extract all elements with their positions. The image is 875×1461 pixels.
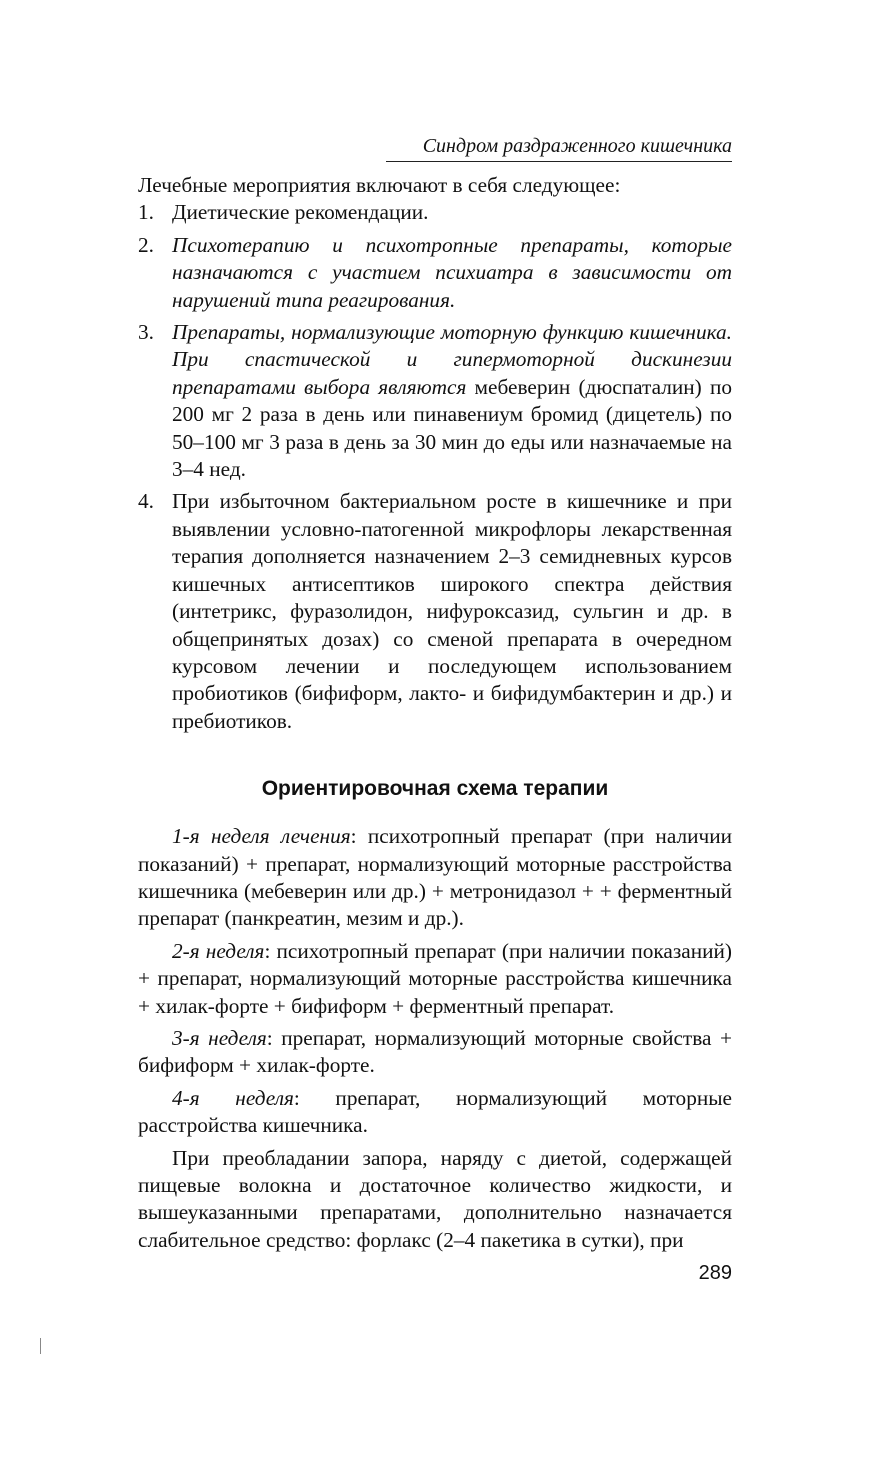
list-item-text: Психотерапию и психотропные препараты, которые назначаются с участием психиатра в зависимости от нарушений типа реагирования. xyxy=(172,232,732,312)
list-item xyxy=(138,319,732,483)
running-head: Синдром раздраженного кишечника xyxy=(386,133,732,162)
week-text: : препарат, нормализующий моторные свойства + бифиформ + хилак-форте. xyxy=(138,1025,732,1078)
list-item xyxy=(138,488,732,735)
section-heading: Ориентировочная схема терапии xyxy=(261,777,609,801)
list-item xyxy=(138,199,732,226)
closing-paragraph: При преобладании запора, наряду с диетой, содержащей пищевые волокна и достаточное количество жидкости, и вышеуказанными препаратами, дополнительно назначается слабительное средство: форлакс (2–4 пакетика в сутки), при xyxy=(138,1145,732,1252)
week-4-paragraph xyxy=(138,1085,732,1140)
page-body xyxy=(138,172,732,1259)
week-text: : психотропный препарат (при наличии показаний) + препарат, нормализующий моторные расстройства кишечника + хилак-форте + бифиформ + ферментный препарат. xyxy=(138,938,732,1018)
treatment-measures-list xyxy=(138,199,732,735)
week-text: : препарат, нормализующий моторные расстройства кишечника. xyxy=(138,1085,732,1138)
list-item-number: 1. xyxy=(138,200,154,225)
week-label: 2-я неделя xyxy=(172,938,265,963)
week-label: 1-я неделя лечения xyxy=(172,824,351,849)
week-3-paragraph xyxy=(138,1025,732,1080)
week-text: : психотропный препарат (при наличии показаний) + препарат, нормализующий моторные расстройства кишечника (мебеверин или др.) + метронидазол + + ферментный препарат (панкреатин, мезим и др.). xyxy=(138,824,732,931)
list-item-text: При избыточном бактериальном росте в кишечнике и при выявлении условно-патогенной микрофлоры лекарственная терапия дополняется назначением 2–3 семидневных курсов кишечных антисептиков широкого спектра действия (интетрикс, фуразолидон, нифуроксазид, сульгин и др. в общепринятых дозах) со сменой препарата в очередном курсовом лечении и последующем использованием пробиотиков (бифиформ, лакто- и бифидумбактерин и др.) и пребиотиков. xyxy=(172,489,732,733)
intro-paragraph: Лечебные мероприятия включают в себя следующее: xyxy=(138,173,621,197)
list-item-number: 3. xyxy=(138,320,154,345)
week-label: 3-я неделя xyxy=(172,1025,267,1050)
week-label: 4-я неделя xyxy=(172,1085,294,1110)
page-number: 289 xyxy=(698,1262,732,1284)
scan-mark xyxy=(40,1338,41,1354)
list-item xyxy=(138,232,732,314)
week-1-paragraph xyxy=(138,823,732,933)
list-item-number: 2. xyxy=(138,232,154,257)
list-item-text: Диетические рекомендации. xyxy=(172,200,429,225)
list-item-text: мебеверин (дюспаталин) по 200 мг 2 раза в день или пинавениум бромид (дицетель) по 50–100 мг 3 раза в день за 30 мин до еды или назначаемые на 3–4 нед. xyxy=(172,374,732,482)
list-item-number: 4. xyxy=(138,489,154,514)
week-2-paragraph xyxy=(138,938,732,1020)
list-item-lead-text: Препараты, нормализующие моторную функцию кишечника. При спастической и гипермоторной дискинезии препаратами выбора являются xyxy=(172,320,732,399)
